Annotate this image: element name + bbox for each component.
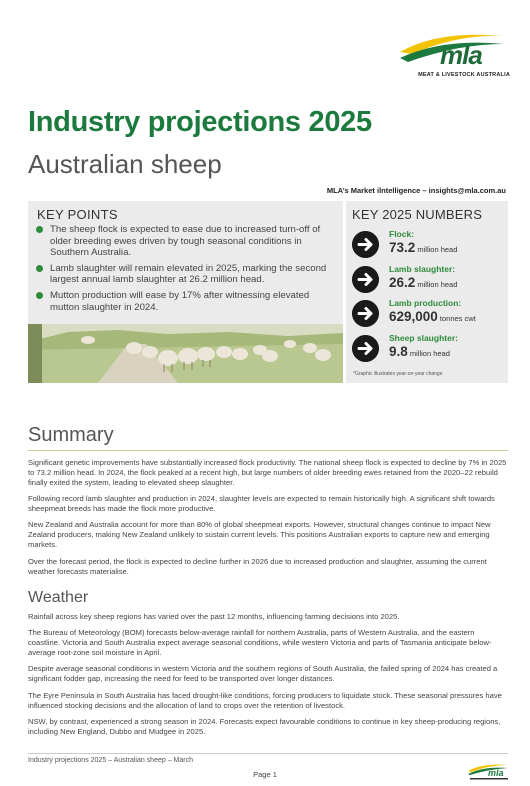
stat-label: Sheep slaughter: [389, 333, 458, 343]
list-item: The sheep flock is expected to ease due to increased turn-off of older breeding ewes driven by tough seasonal conditions in Southern Australia. [36, 224, 336, 259]
weather-heading: Weather [28, 589, 89, 606]
graphic-note: *Graphic illustrates year-on-year change [353, 371, 443, 377]
weather-paragraph: NSW, by contrast, experienced a strong season in 2024. Forecasts expect favourable conditions to continue in key sheep-producing regions, including New England, Dubbo and Mudgee in 2025. [28, 717, 501, 736]
weather-paragraph: Despite average seasonal conditions in western Victoria and the southern regions of South Australia, the failed spring of 2024 has created a significant fodder gap, increasing the need for feed to be transported over longer distances. [28, 664, 498, 683]
stat-label: Flock: [389, 229, 415, 239]
arrow-right-icon [352, 335, 379, 362]
page-title: Industry projections 2025 [28, 106, 372, 138]
weather-paragraph: Rainfall across key sheep regions has varied over the past 12 months, influencing farming decisions into 2025. [28, 612, 400, 621]
key-points-heading: KEY POINTS [37, 207, 118, 222]
stat-value: 629,000 [389, 309, 438, 324]
arrow-right-icon [352, 300, 379, 327]
lamb-production-stat [352, 298, 508, 330]
footer-divider [28, 753, 508, 754]
stat-value: 9.8 [389, 344, 408, 359]
flock-stat [352, 229, 508, 261]
bullet-icon [36, 265, 43, 272]
stat-value: 73.2 [389, 240, 416, 255]
summary-paragraph: Significant genetic improvements have substantially increased flock productivity. The national sheep flock is expected to decline by 7% in 2025 to 73.2 million head. In 2024, the flock peaked at a recent high, but large numbers of older breeding ewes retained from the 2020–22 rebuild finally exited the system, leading to elevated sheep slaughter. [28, 458, 507, 487]
stat-unit: tonnes cwt [437, 314, 476, 323]
contact-line: MLA’s Market ilntelligence – insights@mla.com.au [326, 186, 506, 195]
mla-footer-logo [466, 762, 510, 782]
stat-label: Lamb production: [389, 298, 462, 308]
list-item: Lamb slaughter will remain elevated in 2025, marking the second largest annual lamb slaughter at 26.2 million head. [36, 263, 336, 286]
summary-paragraph: Following record lamb slaughter and production in 2024, slaughter levels are expected to remain historically high. A significant shift towards sheepmeat breeds has made the flock more productive. [28, 494, 495, 513]
stat-unit: million head [415, 245, 458, 254]
arrow-right-icon [352, 266, 379, 293]
arrow-right-icon [352, 231, 379, 258]
key-numbers-panel [346, 201, 508, 383]
sheep-slaughter-stat [352, 333, 508, 365]
key-numbers-heading: KEY 2025 NUMBERS [352, 207, 483, 222]
bullet-icon [36, 292, 43, 299]
list-item: Mutton production will ease by 17% after witnessing elevated mutton slaughter in 2024. [36, 290, 336, 313]
logo-wordmark: mla [440, 40, 482, 70]
logo-subtitle: MEAT & LIVESTOCK AUSTRALIA [418, 72, 510, 78]
summary-paragraph: New Zealand and Australia account for more than 80% of global sheepmeat exports. However, structural changes continue to impact New Zealand producers, making New Zealand unlikely to sustain current levels. This positions Australian exports to capture new and emerging markets. [28, 520, 491, 549]
stat-unit: million head [407, 349, 450, 358]
svg-text:mla: mla [488, 768, 504, 778]
stat-unit: million head [415, 280, 458, 289]
lamb-slaughter-stat [352, 264, 508, 296]
key-points-panel [28, 201, 343, 324]
page-subtitle: Australian sheep [28, 149, 222, 179]
footer-text: Industry projections 2025 – Australian sheep – March [28, 757, 193, 764]
summary-heading: Summary [28, 424, 114, 446]
weather-paragraph: The Eyre Peninsula in South Australia has faced drought-like conditions, forcing producers to liquidate stock. These seasonal pressures have influenced stocking decisions and the allocation of land to crops over the retention of livestock. [28, 691, 502, 710]
weather-paragraph: The Bureau of Meteorology (BOM) forecasts below-average rainfall for northern Australia, parts of Western Australia, and the eastern coastline. Victoria and South Australia expect average seasonal conditions, while western Victoria and parts of Tasmania anticipate below-average root-zone soil moisture in April. [28, 628, 492, 657]
page-number: Page 1 [253, 770, 277, 779]
stat-value: 26.2 [389, 275, 416, 290]
summary-paragraph: Over the forecast period, the flock is expected to decline further in 2026 due to increased production and slaughter, assuming the current weather forecasts materialise. [28, 557, 487, 576]
sheep-photo [28, 324, 343, 383]
section-divider [28, 450, 508, 451]
bullet-icon [36, 226, 43, 233]
key-points-list [36, 224, 336, 317]
stat-label: Lamb slaughter: [389, 264, 456, 274]
